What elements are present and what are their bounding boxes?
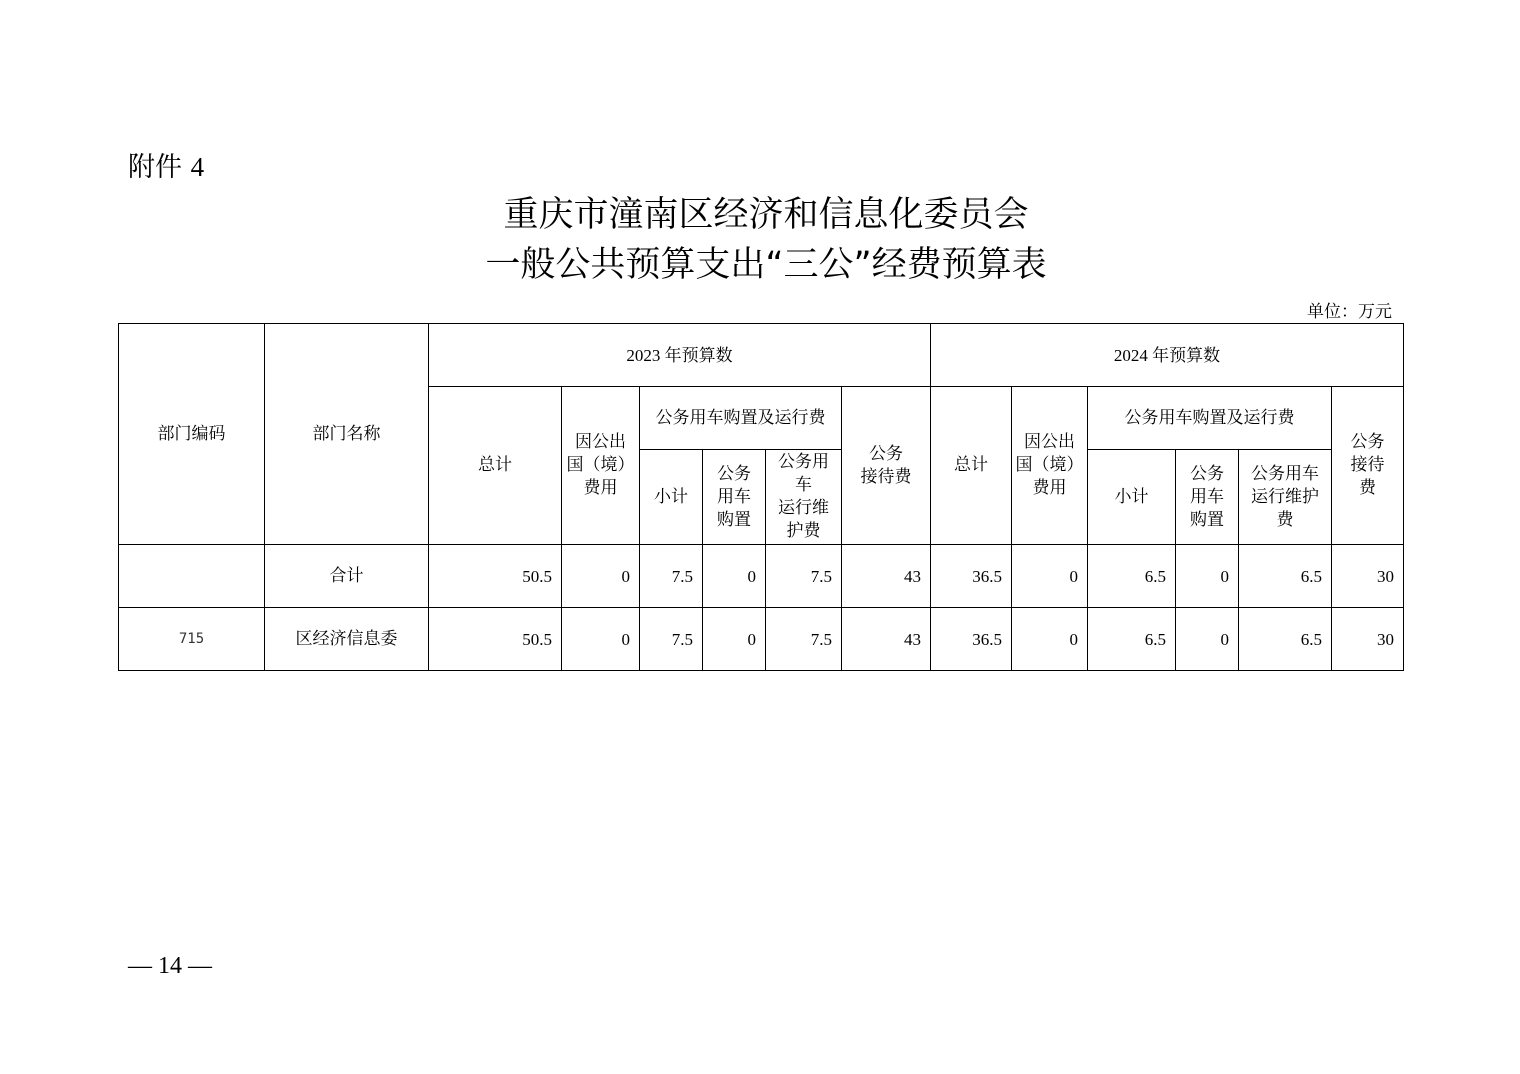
cell-name: 合计 [265, 545, 429, 608]
header-2024-reception-l1: 公务 [1350, 432, 1385, 452]
header-2023-abroad-l3: 费用 [583, 478, 618, 498]
header-2024-total: 总计 [931, 387, 1012, 545]
header-2024-abroad [1012, 387, 1088, 545]
header-2024-abroad-l1: 因公出 [1024, 432, 1075, 452]
header-2023-reception-l2: 接待费 [860, 466, 912, 487]
document-title-line1: 重庆市潼南区经济和信息化委员会 [503, 195, 1029, 235]
cell-2023-abroad: 0 [562, 608, 640, 671]
header-2024-reception-l2: 接待 [1350, 455, 1385, 475]
header-2024-maintenance-l1: 公务用车 [1251, 463, 1319, 484]
header-2024-maintenance-l2: 运行维护 [1251, 486, 1319, 507]
header-2023-maintenance-l1: 公务用 [778, 452, 829, 472]
header-2024-abroad-l3: 费用 [1032, 478, 1067, 498]
header-2023-maintenance-l2: 车 [795, 475, 812, 495]
header-2023-subtotal: 小计 [640, 450, 703, 545]
cell-2023-abroad: 0 [562, 545, 640, 608]
cell-2023-purchase: 0 [703, 545, 766, 608]
cell-2024-total: 36.5 [931, 608, 1012, 671]
header-2023-purchase-l3: 购置 [717, 509, 751, 530]
table-row-dept [119, 608, 1404, 671]
header-2023-maintenance [766, 450, 842, 545]
header-2023-maintenance-l3: 运行维 [778, 498, 829, 518]
header-2024-purchase-l1: 公务 [1190, 463, 1224, 484]
header-2024-abroad-l2: 国（境） [1015, 455, 1084, 475]
header-2023-maintenance-l4: 护费 [786, 521, 821, 541]
header-2024-maintenance [1239, 450, 1332, 545]
attachment-label [128, 145, 204, 184]
cell-2023-reception: 43 [842, 608, 931, 671]
cell-2023-total: 50.5 [429, 545, 562, 608]
budget-table [118, 323, 1404, 671]
cell-2024-subtotal: 6.5 [1088, 608, 1176, 671]
cell-2024-abroad: 0 [1012, 545, 1088, 608]
cell-2023-subtotal: 7.5 [640, 545, 703, 608]
header-2023-abroad-l1: 因公出 [575, 432, 626, 452]
attachment-number: 4 [190, 152, 205, 182]
cell-2023-total: 50.5 [429, 608, 562, 671]
cell-code [119, 545, 265, 608]
cell-2024-total: 36.5 [931, 545, 1012, 608]
header-dept-code: 部门编码 [119, 324, 265, 545]
cell-2024-purchase: 0 [1176, 608, 1239, 671]
header-2023-abroad-l2: 国（境） [566, 455, 635, 475]
cell-2024-reception: 30 [1332, 545, 1404, 608]
document-title-line2: 一般公共预算支出“三公”经费预算表 [485, 245, 1047, 285]
attachment-text: 附件 [128, 152, 182, 183]
header-dept-name: 部门名称 [265, 324, 429, 545]
cell-2023-maintenance: 7.5 [766, 545, 842, 608]
table-row-total [119, 545, 1404, 608]
cell-2024-abroad: 0 [1012, 608, 1088, 671]
header-2024-maintenance-l3: 费 [1276, 509, 1294, 530]
header-2024-vehicle: 公务用车购置及运行费 [1088, 387, 1332, 450]
page-number: — 14 — [128, 953, 212, 979]
header-2023-purchase [703, 450, 766, 545]
header-2023-purchase-l2: 用车 [717, 486, 751, 507]
header-2024-purchase-l2: 用车 [1190, 486, 1224, 507]
header-2024-subtotal: 小计 [1088, 450, 1176, 545]
cell-2024-purchase: 0 [1176, 545, 1239, 608]
header-2023-reception [842, 387, 931, 545]
cell-2023-reception: 43 [842, 545, 931, 608]
cell-2023-maintenance: 7.5 [766, 608, 842, 671]
cell-2024-subtotal: 6.5 [1088, 545, 1176, 608]
header-2023-total: 总计 [429, 387, 562, 545]
unit-label: 单位：万元 [1307, 302, 1392, 322]
header-2023-reception-l1: 公务 [869, 443, 903, 464]
header-2023-vehicle: 公务用车购置及运行费 [640, 387, 842, 450]
cell-2024-reception: 30 [1332, 608, 1404, 671]
cell-code: 715 [119, 608, 265, 671]
cell-2024-maintenance: 6.5 [1239, 608, 1332, 671]
header-2023-abroad [562, 387, 640, 545]
header-2024-purchase [1176, 450, 1239, 545]
header-2023-purchase-l1: 公务 [717, 463, 751, 484]
header-2024-reception-l3: 费 [1359, 478, 1376, 498]
header-year-2024: 2024 年预算数 [931, 324, 1404, 387]
cell-name: 区经济信息委 [265, 608, 429, 671]
cell-2023-purchase: 0 [703, 608, 766, 671]
header-2024-purchase-l3: 购置 [1190, 509, 1224, 530]
cell-2023-subtotal: 7.5 [640, 608, 703, 671]
header-row-years [119, 324, 1404, 387]
header-year-2023: 2023 年预算数 [429, 324, 931, 387]
header-2024-reception [1332, 387, 1404, 545]
cell-2024-maintenance: 6.5 [1239, 545, 1332, 608]
